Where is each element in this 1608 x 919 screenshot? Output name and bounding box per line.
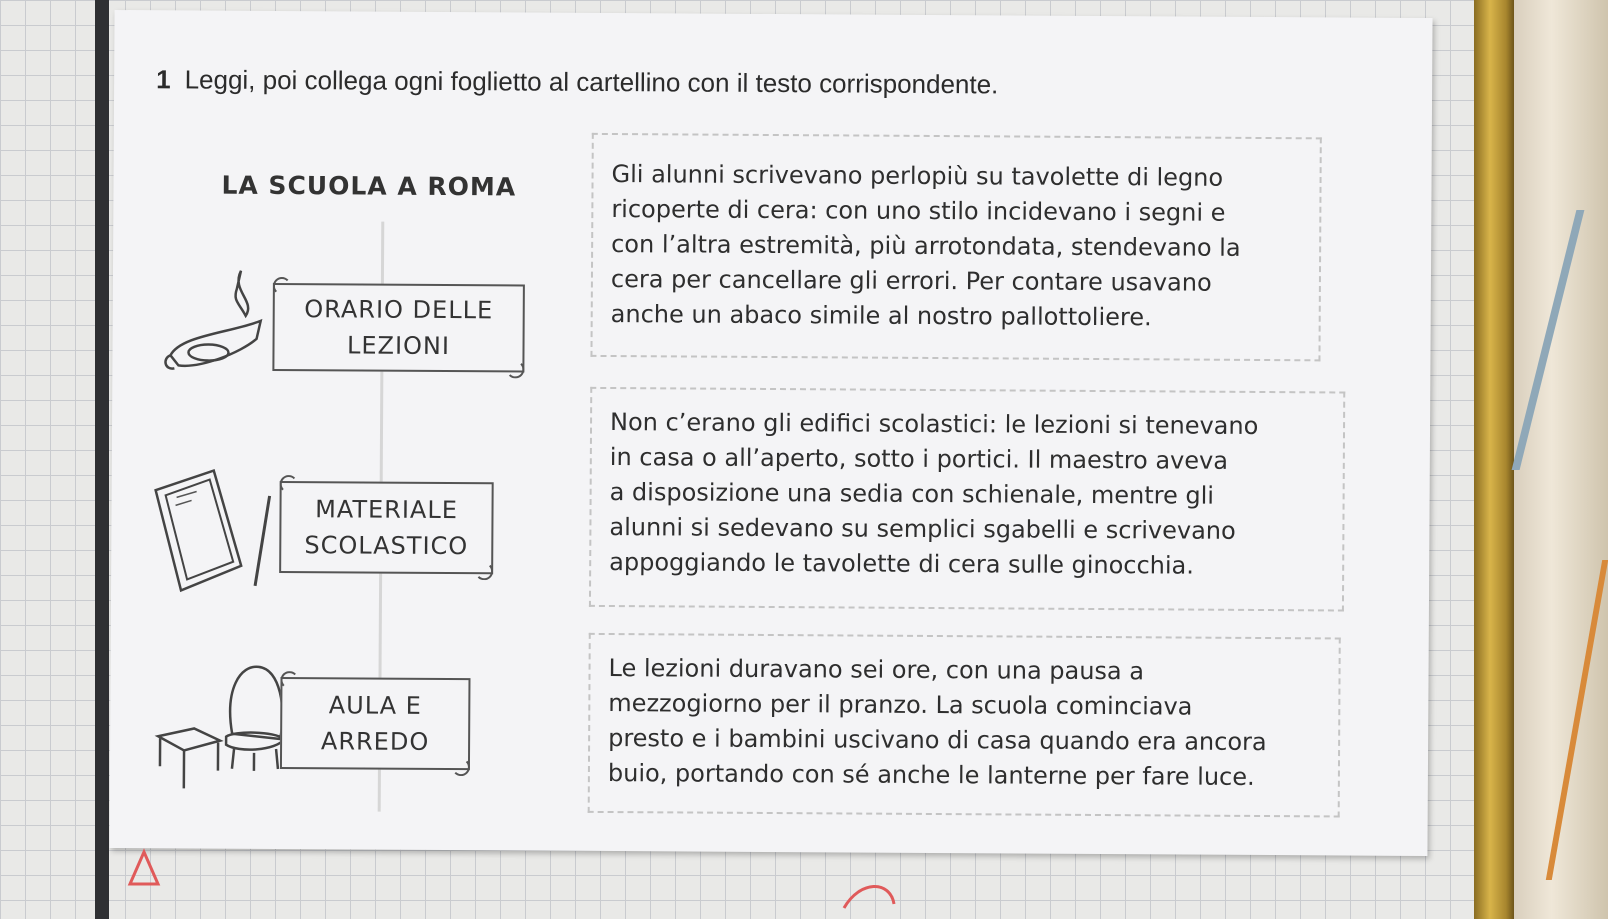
label-materiale-line2: SCOLASTICO [304,531,469,561]
label-aula[interactable] [280,677,471,770]
label-materiale[interactable] [279,481,494,574]
worksheet [109,10,1432,856]
wax-tablet-icon [151,465,282,606]
pen-mark-curve [840,878,900,918]
text-aula: Non c’erano gli edifici scolastici: le lezioni si tenevano in casa o all’aperto, sotto i portici. Il maestro aveva a disposizione una sedia con schienale, mentre gli alunni si sedevano su semplici sgabelli e scrivevano appoggiando le tavolette di cera sulle ginocchia. [609,408,1259,580]
label-materiale-line1: MATERIALE [315,495,458,525]
book-pages [1514,0,1608,919]
text-box-materiale[interactable] [590,133,1321,361]
label-aula-line1: AULA E [328,691,422,720]
notebook-binder [95,0,109,919]
text-orario: Le lezioni duravano sei ore, con una pausa a mezzogiorno per il pranzo. La scuola cominciava presto e i bambini uscivano di casa quando era ancora buio, portando con sé anche le lanterne per fare luce. [607,654,1267,791]
chair-stool-icon [154,658,295,799]
text-materiale: Gli alunni scrivevano perlopiù su tavolette di legno ricoperte di cera: con uno stilo incidevano i segni e con l’altra estremità, più arrotondata, stendevano la cera per cancellare gli errori. Per contare usavano anche un abaco simile al nostro pallottoliere. [610,160,1241,332]
text-box-orario[interactable] [588,633,1341,818]
exercise-instruction [156,64,998,100]
map-title: LA SCUOLA A ROMA [221,170,517,202]
exercise-number: 1 [156,64,171,95]
text-box-aula[interactable] [589,387,1345,612]
gold-book-edge [1474,0,1514,919]
label-orario-line1: ORARIO DELLE [304,295,494,325]
oil-lamp-icon [160,260,271,391]
label-orario-line2: LEZIONI [346,331,451,361]
label-orario[interactable] [272,283,525,373]
instruction-text: Leggi, poi collega ogni foglietto al cartellino con il testo corrispondente. [184,64,999,100]
pen-mark [124,848,164,888]
label-aula-line2: ARREDO [320,727,430,756]
